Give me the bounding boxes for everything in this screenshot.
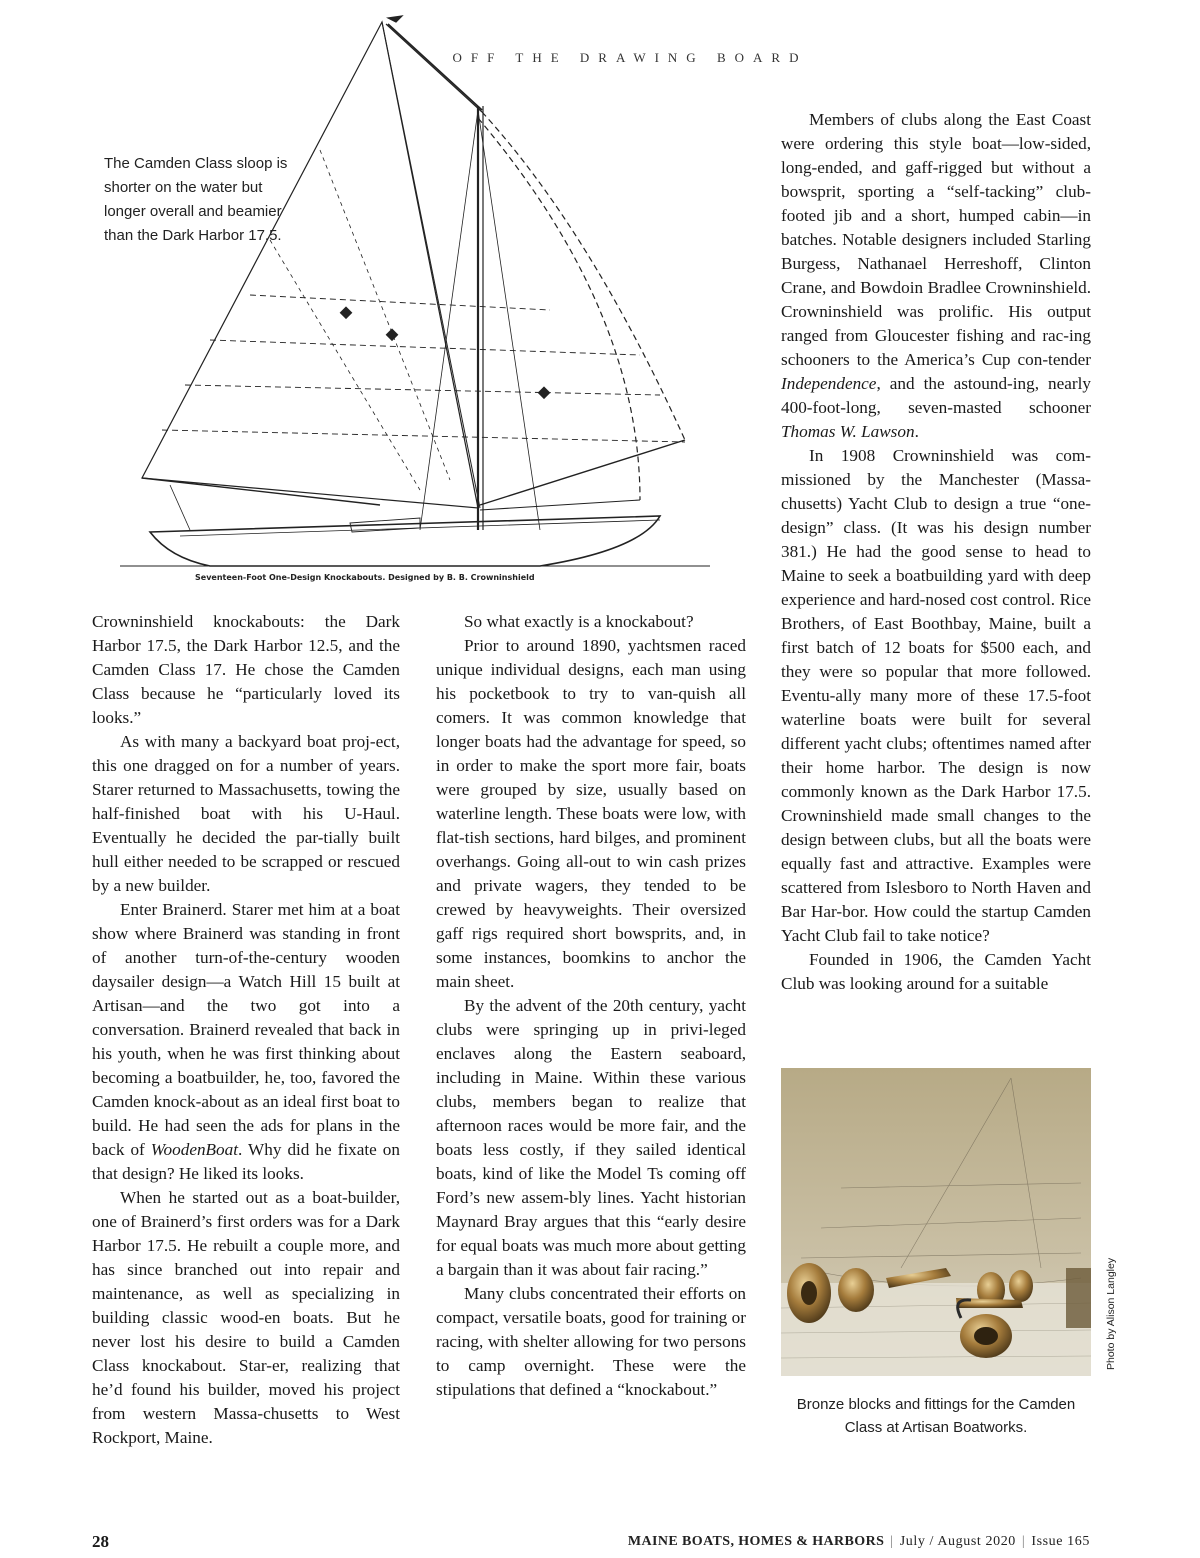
paragraph [92,898,400,1186]
paragraph: So what exactly is a knockabout? [464,612,694,631]
article-column-1 [92,610,400,1450]
paragraph-text: . Why did he fixate on that design? He liked its looks. [92,1140,400,1183]
page-number: 28 [92,1532,109,1551]
footer-publication [628,1534,1090,1550]
paragraph: When he started out as a boat-builder, one of Brainerd’s first orders was for a Dark Harbor 17.5. He rebuilt a couple more, and has since branched out into repair and maintenance, as well as specializing in building classic wood-en boats. But he never lost his desire to build a Camden Class knockabout. Star-er, realizing that he’d found his builder, moved his project from western Massa-chusetts to West Rockport, Maine. [92,1188,400,1447]
paragraph-text: Enter Brainerd. Starer met him at a boat show where Brainerd was standing in front of another turn-of-the-century wooden daysailer design—a Watch Hill 15 built at Artisan—and the two got into a conversation. Brainerd revealed that back in his youth, when he was first thinking about becoming a boatbuilder, he, too, favored the Camden knock-about as an ideal first boat to build. He had seen the ads for plans in the back of [92,900,400,1159]
italic-title: WoodenBoat [150,1140,239,1159]
section-title: OFF THE DRAWING BOARD [452,50,808,65]
paragraph: Many clubs concentrated their efforts on compact, versatile boats, good for training or racing, with shelter allowing for two persons to camp overnight. These were the stipulations that defined a “knockabout.” [436,1284,746,1399]
italic-title: Independence [781,374,877,393]
paragraph: Crowninshield knockabouts: the Dark Harbor 17.5, the Dark Harbor 12.5, and the Camden Class 17. He chose the Camden Class because he “particularly loved its looks.” [92,612,400,727]
bronze-fittings-photo [781,1068,1091,1376]
paragraph-text: , and the astound-ing, nearly 400-foot-long, seven-masted schooner [781,374,1091,417]
article-column-2 [436,610,746,1402]
photo-caption: Bronze blocks and fittings for the Camden Class at Artisan Boatworks. [796,1396,1076,1436]
paragraph: Prior to around 1890, yachtsmen raced unique individual designs, each man using his pocketbook to try to van-quish all comers. It was common knowledge that longer boats had the advantage for speed, so in order to make the sport more fair, boats were grouped by size, usually based on waterline length. These boats were low, with flat-tish sections, hard bilges, and prominent overhangs. Going all-out to win cash prizes and private wagers, they tended to be crewed by heavyweights. Their oversized gaff rigs required short bowsprits, and, in some instances, boomkins to anchor the main sheet. [436,636,746,991]
footer-separator: | [1021,1534,1026,1549]
paragraph: By the advent of the 20th century, yacht clubs were springing up in privi-leged enclaves along the Eastern seaboard, including in Maine. Within these various clubs, members began to realize that afternoon races would be more fair, and the boats less costly, if they sailed identical boats, kind of like the Model Ts coming off Ford’s new assem-bly lines. Yacht historian Maynard Bray argues that this “early desire for equal boats was much more about getting a bargain than it was about fair racing.” [436,996,746,1279]
paragraph: Founded in 1906, the Camden Yacht Club was looking around for a suitable [781,950,1091,993]
italic-title: Thomas W. Lawson [781,422,915,441]
drawing-caption: Seventeen-Foot One-Design Knockabouts. Designed by B. B. Crowninshield [195,573,535,582]
paragraph-text: Members of clubs along the East Coast were ordering this style boat—low-sided, long-ended, and gaff-rigged but without a bowsprit, sporting a “self-tacking” club-footed jib and a short, humped cabin—in batches. Notable designers included Starling Burgess, Nathanael Herreshoff, Clinton Crane, and Bowdoin Bradlee Crowninshield. Crowninshield was prolific. His output ranged from Gloucester fishing and rac-ing schooners to the America’s Cup con-tender [781,110,1091,369]
paragraph: As with many a backyard boat proj-ect, this one dragged on for a number of years. Starer returned to Massachusetts, towing the half-finished boat with his U-Haul. Eventually he decided the par-tially built hull either needed to be scrapped or rescued by a new builder. [92,732,400,895]
sail-plan-drawing [120,10,710,590]
paragraph: In 1908 Crowninshield was com-missioned by the Manchester (Massa-chusetts) Yacht Club to design a true “one-design” class. (It was his design number 381.) He had the good sense to head to Maine to seek a boatbuilding yard with deep experience and hard-nosed cost control. Rice Brothers, of East Boothbay, Maine, built a first batch of 12 boats for $500 each, and they were so popular that more followed. Eventu-ally many more of these 17.5-foot waterline boats were built for several different yacht clubs; oftentimes named after their home harbor. The design is now commonly known as the Dark Harbor 17.5. Crowninshield made small changes to the design between clubs, but all the boats were equally fast and attractive. Examples were scattered from Islesboro to North Haven and Bar Har-bor. How could the startup Camden Yacht Club fail to take notice? [781,446,1091,945]
drawing-description-caption: The Camden Class sloop is shorter on the water but longer overall and beamier than the Dark Harbor 17.5. [104,155,288,244]
article-column-3 [781,108,1091,996]
footer-separator: | [890,1534,894,1549]
magazine-name: MAINE BOATS, HOMES & HARBORS [627,1534,885,1549]
paragraph-text: . [914,422,919,441]
issue-date: July / August 2020 [899,1534,1016,1549]
paragraph [781,108,1091,444]
photo-credit: Photo by Alison Langley [1105,1257,1117,1370]
issue-number: Issue 165 [1031,1534,1090,1549]
